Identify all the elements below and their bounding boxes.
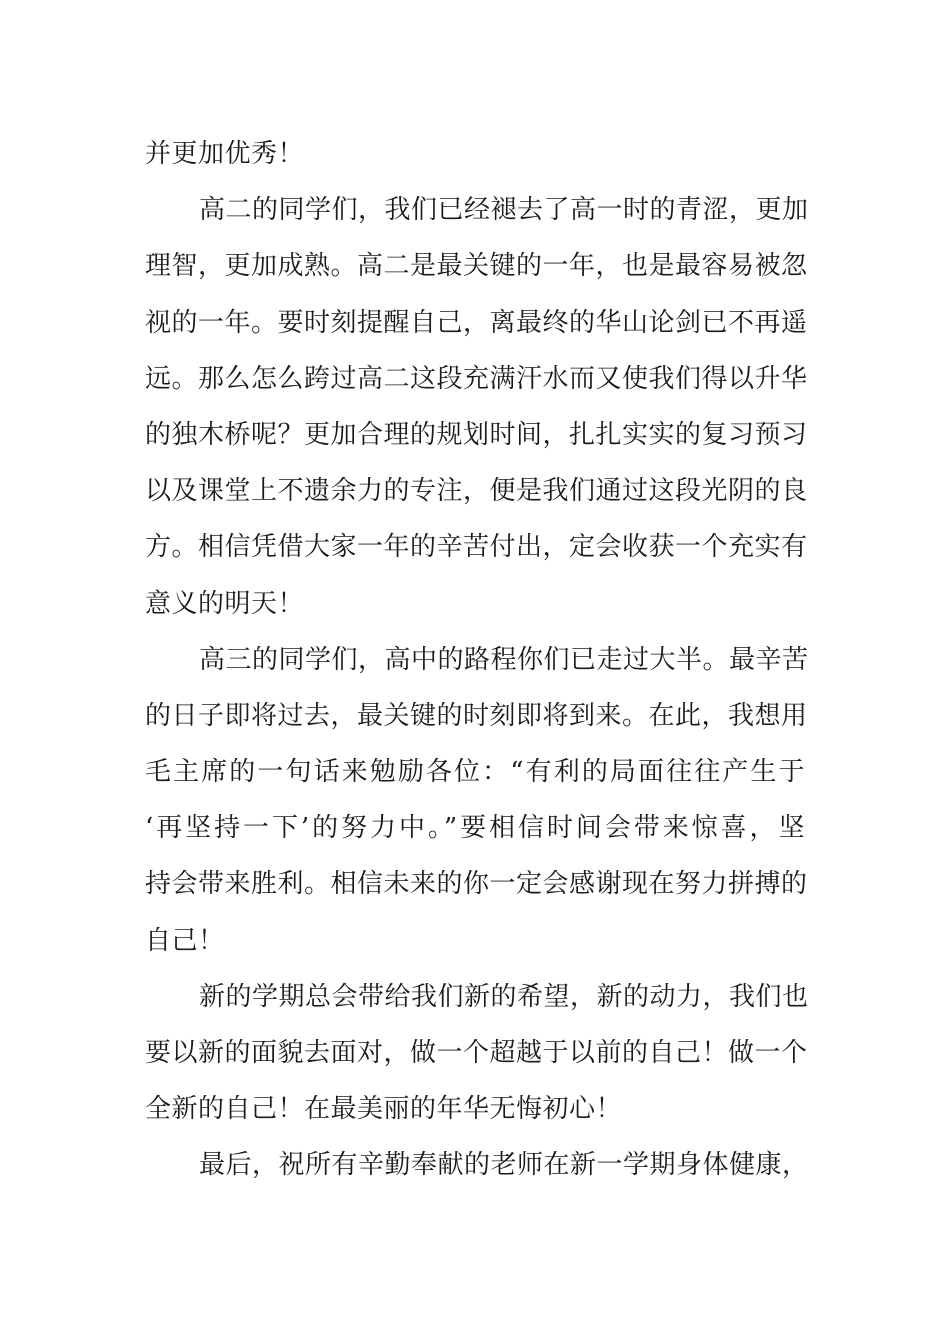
text-line: 全新的自己！在最美丽的年华无悔初心！ xyxy=(145,1094,623,1125)
text-line: 视的一年。要时刻提醒自己，离最终的华山论剑已不再遥 xyxy=(145,307,808,338)
text-line: 的日子即将过去，最关键的时刻即将到来。在此，我想用 xyxy=(145,700,808,731)
text-line: 理智，更加成熟。高二是最关键的一年，也是最容易被忽 xyxy=(145,251,808,282)
text-line: 意义的明天！ xyxy=(145,588,305,619)
text-line: 以及课堂上不遗余力的专注，便是我们通过这段光阴的良 xyxy=(145,476,808,507)
text-line: 新的学期总会带给我们新的希望，新的动力，我们也 xyxy=(199,981,809,1012)
text-line: 毛主席的一句话来勉励各位：“有利的局面往往产生于 xyxy=(145,757,805,788)
text-line: 的独木桥呢？更加合理的规划时间，扎扎实实的复习预习 xyxy=(145,419,808,450)
text-line: 自己！ xyxy=(145,925,225,956)
text-line: 远。那么怎么跨过高二这段充满汗水而又使我们得以升华 xyxy=(145,363,808,394)
text-line: 要以新的面貌去面对，做一个超越于以前的自己！做一个 xyxy=(145,1038,808,1068)
text-line: 最后，祝所有辛勤奉献的老师在新一学期身体健康， xyxy=(199,1150,809,1181)
text-line: 高三的同学们，高中的路程你们已走过大半。最辛苦 xyxy=(199,644,809,675)
text-line: 持会带来胜利。相信未来的你一定会感谢现在努力拼搏的 xyxy=(145,869,808,900)
text-line: 方。相信凭借大家一年的辛苦付出，定会收获一个充实有 xyxy=(145,532,808,563)
text-line: ‘再坚持一下’的努力中。”要相信时间会带来惊喜，坚 xyxy=(145,813,805,844)
text-line: 高二的同学们，我们已经褪去了高一时的青涩，更加 xyxy=(199,195,809,226)
text-line: 并更加优秀！ xyxy=(145,139,305,169)
document-body-text xyxy=(145,126,809,1194)
